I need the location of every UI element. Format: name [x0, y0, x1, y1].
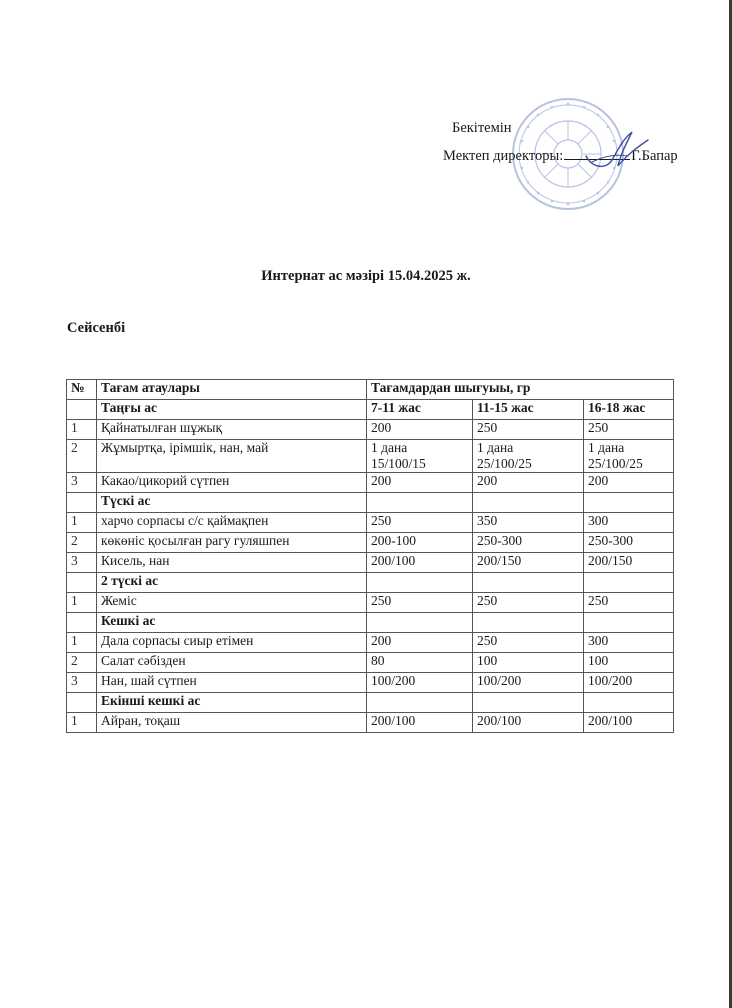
section-header-row	[67, 573, 674, 593]
portion-cell: 250	[584, 420, 674, 440]
empty-cell	[473, 613, 584, 633]
portion-cell: 250-300	[473, 533, 584, 553]
table-row	[67, 653, 674, 673]
age-group-header: 16-18 жас	[584, 400, 674, 420]
header-name: Тағам атаулары	[97, 380, 367, 400]
dish-name: харчо сорпасы с/с қаймақпен	[97, 513, 367, 533]
portion-cell: 100	[584, 653, 674, 673]
section-num-cell	[67, 693, 97, 713]
dish-name: Нан, шай сүтпен	[97, 673, 367, 693]
empty-cell	[367, 613, 473, 633]
portion-cell: 100	[473, 653, 584, 673]
portion-cell: 200	[473, 473, 584, 493]
table-row	[67, 633, 674, 653]
dish-name: Салат сәбізден	[97, 653, 367, 673]
portion-cell: 300	[584, 513, 674, 533]
director-name: Г.Бапар	[631, 148, 678, 164]
section-num-cell	[67, 613, 97, 633]
document-title: Интернат ас мәзірі 15.04.2025 ж.	[261, 268, 471, 284]
empty-cell	[584, 693, 674, 713]
portion-cell: 250	[473, 420, 584, 440]
portion-cell: 200/100	[473, 713, 584, 733]
portion-cell: 200	[367, 633, 473, 653]
menu-table	[66, 379, 674, 733]
dish-name: Какао/цикорий сүтпен	[97, 473, 367, 493]
table-row	[67, 713, 674, 733]
section-num-cell	[67, 573, 97, 593]
empty-cell	[584, 613, 674, 633]
table-row	[67, 420, 674, 440]
row-num: 3	[67, 473, 97, 493]
age-group-header: 11-15 жас	[473, 400, 584, 420]
empty-cell	[473, 573, 584, 593]
portion-cell: 250	[367, 593, 473, 613]
row-num: 1	[67, 713, 97, 733]
approve-label: Бекітемін	[452, 120, 512, 136]
portion-cell: 250	[584, 593, 674, 613]
dish-name: Айран, тоқаш	[97, 713, 367, 733]
portion-cell: 200/150	[584, 553, 674, 573]
dish-name: Жұмыртқа, ірімшік, нан, май	[97, 440, 367, 473]
row-num: 1	[67, 633, 97, 653]
section-header-row	[67, 493, 674, 513]
empty-cell	[584, 493, 674, 513]
portion-cell: 250	[473, 633, 584, 653]
section-num-cell	[67, 493, 97, 513]
portion-cell	[473, 440, 584, 473]
portion-cell: 300	[584, 633, 674, 653]
dish-name: көкөніс қосылған рагу гуляшпен	[97, 533, 367, 553]
director-prefix: Мектеп директоры:	[443, 148, 564, 164]
empty-cell	[367, 693, 473, 713]
section-header-row	[67, 693, 674, 713]
portion-cell: 100/200	[367, 673, 473, 693]
dish-name: Дала сорпасы сиыр етімен	[97, 633, 367, 653]
section-title: Кешкі ас	[97, 613, 367, 633]
table-row	[67, 473, 674, 493]
row-num: 1	[67, 420, 97, 440]
dish-name: Жеміс	[97, 593, 367, 613]
portion-cell: 80	[367, 653, 473, 673]
approval-block	[0, 0, 732, 220]
row-num: 1	[67, 513, 97, 533]
portion-cell: 200-100	[367, 533, 473, 553]
portion-cell	[367, 440, 473, 473]
portion-cell: 250	[367, 513, 473, 533]
row-num: 2	[67, 440, 97, 473]
portion-cell	[584, 440, 674, 473]
section-header-row	[67, 613, 674, 633]
portion-cell: 200/100	[584, 713, 674, 733]
dish-name: Кисель, нан	[97, 553, 367, 573]
table-row	[67, 533, 674, 553]
portion-cell: 200/100	[367, 553, 473, 573]
portion-line: 15/100/15	[371, 456, 426, 471]
header-yield: Тағамдардан шығуыы, гр	[367, 380, 674, 400]
empty-cell	[367, 573, 473, 593]
portion-cell: 350	[473, 513, 584, 533]
table-row	[67, 513, 674, 533]
table-row	[67, 553, 674, 573]
dish-name: Қайнатылған шұжық	[97, 420, 367, 440]
section-title: Таңғы ас	[97, 400, 367, 420]
portion-line: 1 дана	[588, 440, 625, 455]
portion-line: 25/100/25	[588, 456, 643, 471]
portion-cell: 200/100	[367, 713, 473, 733]
portion-cell: 200/150	[473, 553, 584, 573]
table-row	[67, 593, 674, 613]
table-row	[67, 673, 674, 693]
section-title: Екінші кешкі ас	[97, 693, 367, 713]
row-num: 1	[67, 593, 97, 613]
age-group-header: 7-11 жас	[367, 400, 473, 420]
empty-cell	[473, 493, 584, 513]
portion-line: 25/100/25	[477, 456, 532, 471]
day-name: Сейсенбі	[67, 320, 126, 336]
header-num: №	[67, 380, 97, 400]
section-title: Түскі ас	[97, 493, 367, 513]
portion-cell: 200	[367, 420, 473, 440]
row-num: 3	[67, 673, 97, 693]
portion-cell: 200	[584, 473, 674, 493]
portion-cell: 100/200	[473, 673, 584, 693]
handwritten-signature-icon	[582, 126, 654, 176]
empty-cell	[473, 693, 584, 713]
section-num-cell	[67, 400, 97, 420]
portion-cell: 200	[367, 473, 473, 493]
empty-cell	[584, 573, 674, 593]
portion-line: 1 дана	[477, 440, 514, 455]
table-row	[67, 440, 674, 473]
empty-cell	[367, 493, 473, 513]
section-header-row	[67, 400, 674, 420]
portion-line: 1 дана	[371, 440, 408, 455]
portion-cell: 250-300	[584, 533, 674, 553]
table-header-row	[67, 380, 674, 400]
section-title: 2 түскі ас	[97, 573, 367, 593]
row-num: 3	[67, 553, 97, 573]
row-num: 2	[67, 653, 97, 673]
row-num: 2	[67, 533, 97, 553]
portion-cell: 250	[473, 593, 584, 613]
portion-cell: 100/200	[584, 673, 674, 693]
